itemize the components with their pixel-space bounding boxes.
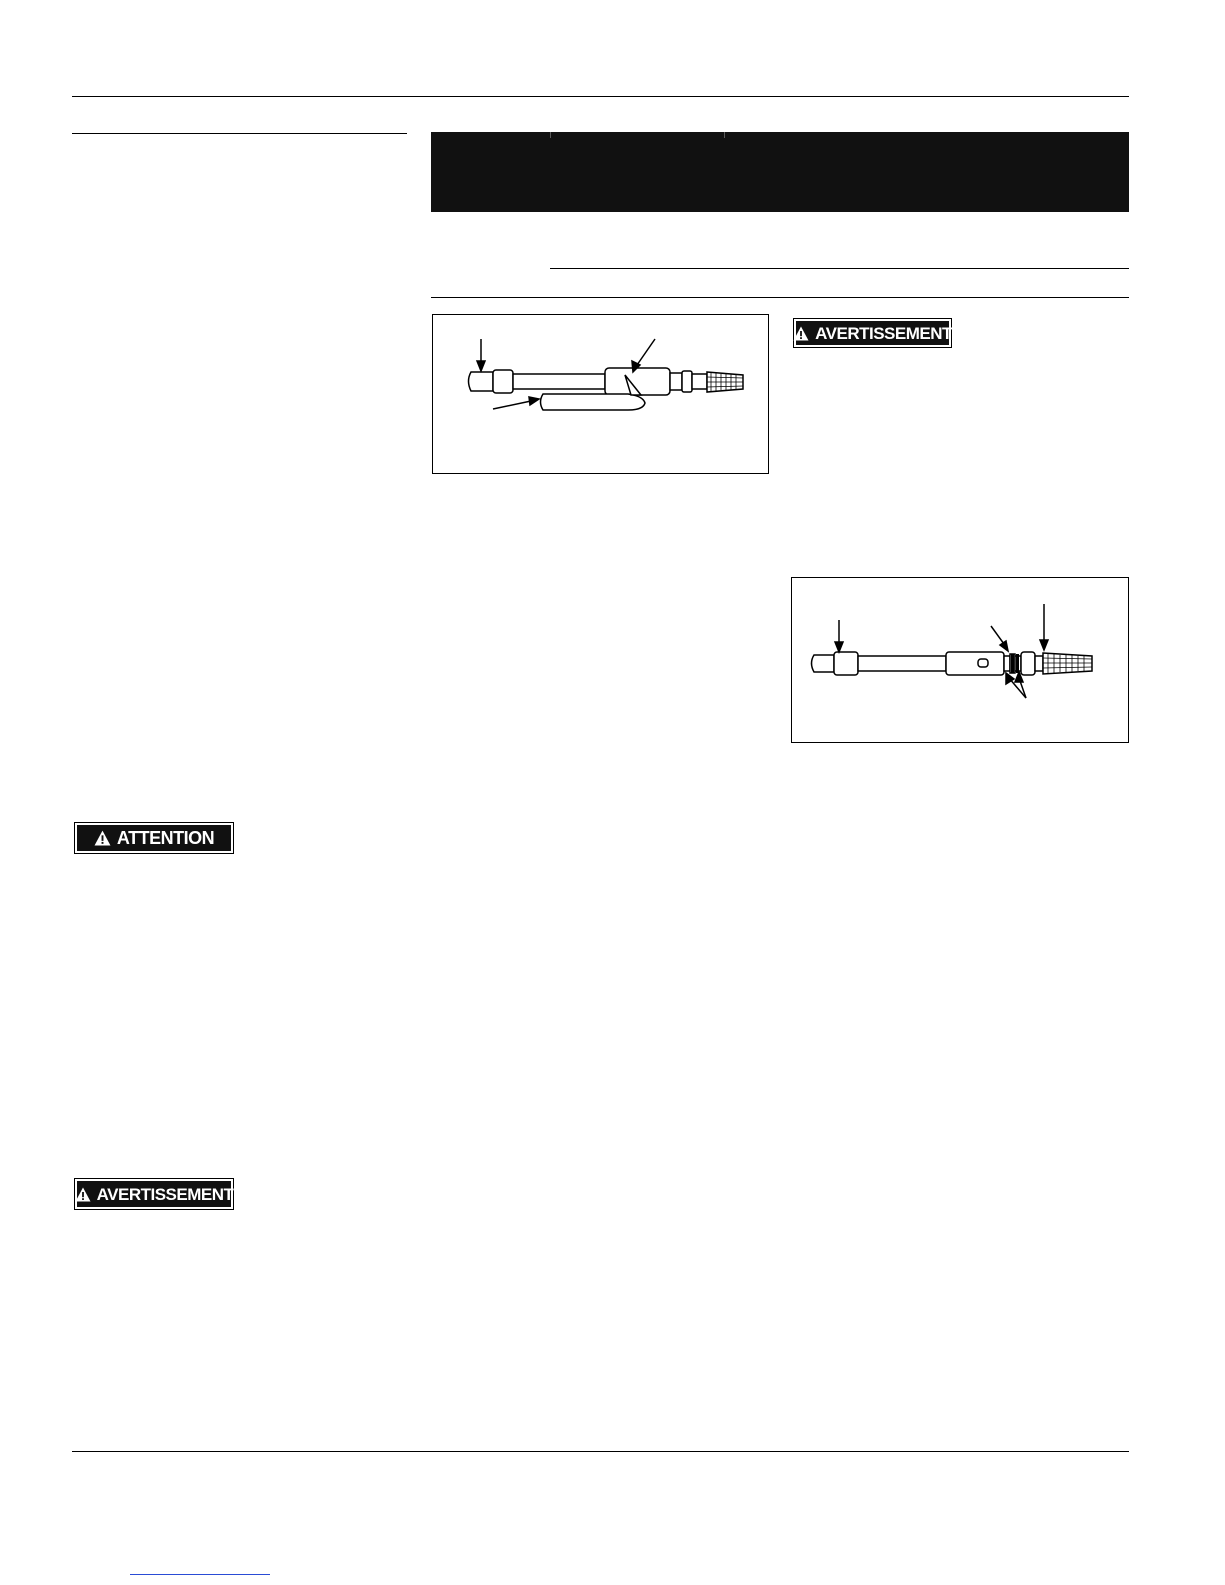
warning-triangle-icon (94, 830, 111, 846)
left-column-rule (72, 133, 407, 134)
warning-badge-avertissement-bottom (74, 1178, 234, 1210)
warning-badge-avertissement-top (793, 318, 952, 348)
figure-torch-split-hose (432, 314, 769, 474)
header-bar-tick (724, 132, 725, 138)
section-rule (431, 297, 1129, 298)
caution-badge-attention (74, 822, 234, 854)
section-header-bar (431, 132, 1129, 212)
warning-triangle-icon (793, 326, 809, 341)
warning-badge-label: AVERTISSEMENT (815, 323, 952, 343)
footer-link-underline[interactable] (130, 1574, 270, 1575)
subheading-rule (550, 268, 1129, 269)
header-bar-tick (550, 132, 551, 138)
bottom-rule (72, 1451, 1129, 1452)
torch-split-hose-drawing (433, 315, 770, 475)
warning-badge-label: AVERTISSEMENT (96, 1184, 234, 1204)
top-rule (72, 96, 1129, 97)
caution-badge-label: ATTENTION (116, 828, 215, 848)
warning-triangle-icon (75, 1187, 91, 1202)
figure-torch-straight (791, 577, 1129, 743)
torch-straight-drawing (792, 578, 1130, 744)
